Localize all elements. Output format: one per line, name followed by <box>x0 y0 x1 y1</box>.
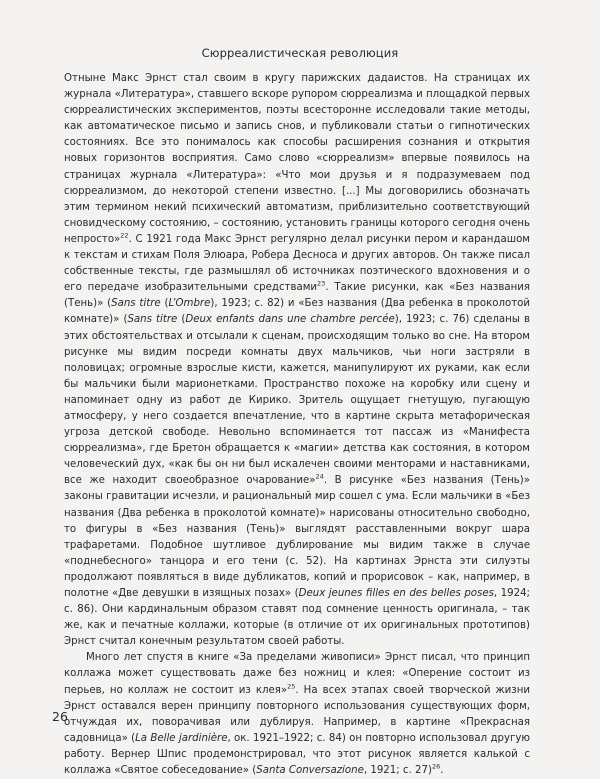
footnote-ref: 24 <box>315 472 324 481</box>
italic-title: Sans titre <box>111 298 161 310</box>
text-run: , 1921; с. 27) <box>363 765 432 777</box>
text-run: ( <box>177 314 186 326</box>
text-run: ), 1923; с. 82) и «Без названия (Два ребенка в проколотой комнате)» ( <box>64 298 530 326</box>
running-head: Сюрреалистическая революция <box>201 46 399 60</box>
footnote-ref: 26 <box>431 762 441 771</box>
text-run: Много лет спустя в книге «За пределами живописи» Эрнст писал, что принцип коллажа может существовать даже без ножниц и клея: «Оперение состоит из перьев, но коллаж не состоит из клея» <box>64 652 530 696</box>
page-number: 26 <box>52 709 68 724</box>
paragraph <box>64 71 530 650</box>
italic-title: Santa Conversazione <box>256 765 364 777</box>
italic-title: La Belle jardinière <box>135 732 228 744</box>
text-run: . <box>440 765 444 777</box>
footnote-ref: 23 <box>317 279 326 288</box>
footnote-ref: 25 <box>287 682 296 691</box>
text-run: , 1924; с. 86). Они кардинальным образом ставят под сомнение ценность оригинала, – так же, как и печатные коллажи, которые (в отличие от их оригинальных прототипов) Эрнст считал конечным результатом своей работы. <box>64 588 530 648</box>
text-run: Отныне Макс Эрнст стал своим в кругу парижских дадаистов. На страницах их журнала «Литература», ставшего вскоре рупором сюрреализма и площадкой первых сюрреалистических экспериментов, поэты всесторонне исследовали такие методы, как автоматическое письмо и запись снов, и публиковали статьи о гипнотических состояниях. Все это понималось как способы расширения сознания и открытия новых горизонтов восприятия. Само слово «сюрреализм» впервые появилось на страницах журнала «Литература»: «Что мои друзья и я подразумеваем под сюрреализмом, до некоторой степени известно. [...] Мы договорились обозначать этим термином некий психический автоматизм, приблизительно соответствующий сновидческому состоянию, – состоянию, установить границы которого сегодня очень непросто» <box>64 73 530 245</box>
italic-title: Deux jeunes filles en des belles poses <box>298 588 494 599</box>
footnote-ref: 22 <box>120 231 129 240</box>
text-run: ), 1923; с. 76) сделаны в этих обстоятельствах и отсылали к сценам, происходящим только во сне. На втором рисунке мы видим посреди комнаты двух мальчиков, чьи ноги застряли в половицах; огромные взрослые кисти, кажется, манипулируют их руками, как если бы мальчики были марионетками. Пространство похоже на коробку или сцену и напоминает одну из работ де Кирико. Зритель ощущает гнетущую, пугающую атмосферу, у него создается впечатление, что в картине скрыта метафорическая угроза детской свободе. Невольно вспоминается тот пассаж из «Манифеста сюрреализма», где Бретон обращается к «магии» детства как состояния, в котором человеческий дух, «как бы он ни был искалечен своими менторами и наставниками, все же находит своеобразное очарование» <box>64 314 530 487</box>
italic-title: Sans titre <box>127 314 178 326</box>
text-run: . С 1921 года Макс Эрнст регулярно делал рисунки пером и карандашом к текстам и стихам Поля Элюара, Робера Десноса и других авторов. Он также писал собственные тексты, где размышлял об источниках поэтического вдохновения и о его передаче изобразительными средствами <box>64 233 530 294</box>
italic-title: L’Ombre <box>168 298 211 310</box>
text-run: . Такие рисунки, как «Без названия (Тень)» ( <box>64 282 530 310</box>
body-text <box>64 71 530 779</box>
text-run: . В рисунке «Без названия (Тень)» законы гравитации исчезли, и рациональный мир сошел с ума. Если мальчики в «Без названия (Два ребенка в проколотой комнате)» нарисованы относительно свободно, то фигуры в «Без названия (Тень)» выглядят расставленными вокруг шара трафаретами. Подобное шутливое дублирование мы видим также в случае «поднебесного» танцора и его тени (с. 52). На картинах Эрнста эти силуэты продолжают появляться в виде дубликатов, копий и прорисовок – как, например, в полотне «Две девушки в изящных позах» ( <box>64 475 530 599</box>
italic-title: Deux enfants dans une chambre percée <box>185 314 395 326</box>
text-run: , ок. 1921–1922; с. 84) он повторно использовал другую работу. Вернер Шпис продемонстрировал, что этот рисунок является калькой с коллажа «Святое собеседование» ( <box>64 732 530 777</box>
paragraph <box>64 650 530 779</box>
text-run: . На всех этапах своей творческой жизни Эрнст оставался верен принципу повторного использования существующих форм, отчуждая их, поворачивая или дублируя. Например, в картине «Прекрасная садовница» ( <box>64 684 531 744</box>
text-run: ( <box>160 298 169 310</box>
